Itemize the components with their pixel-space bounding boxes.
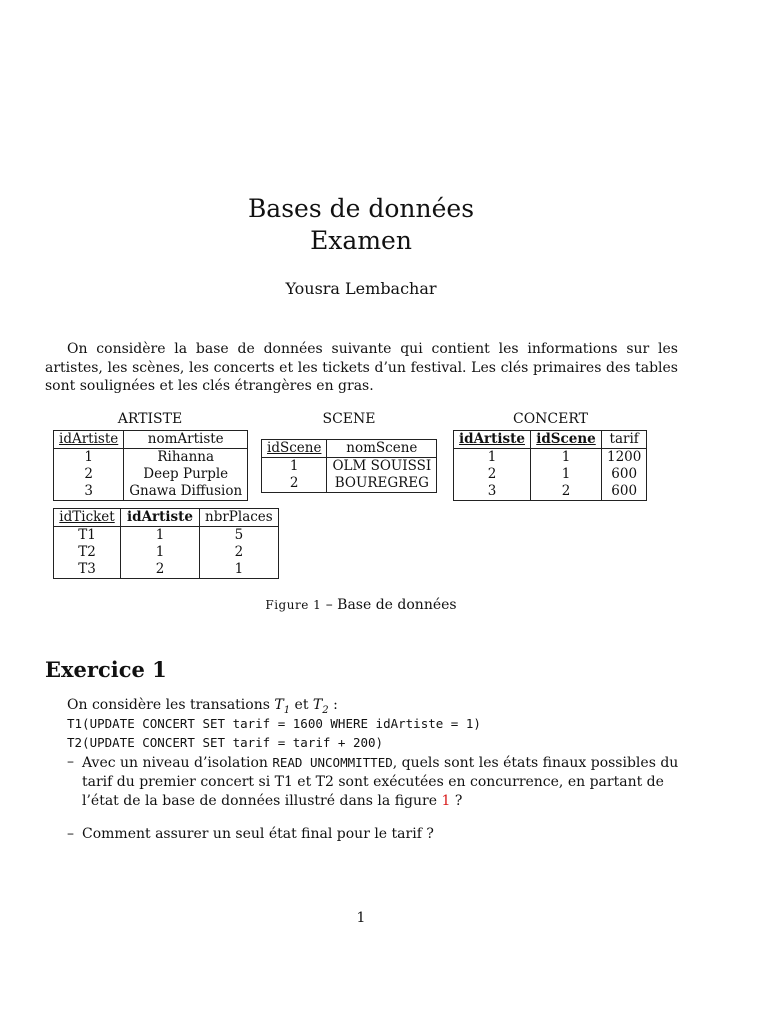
colon: : <box>328 697 338 713</box>
document-subtitle: Examen <box>310 226 412 255</box>
table-cell: 1 <box>454 449 531 467</box>
ticket-header-cell: idTicket <box>54 509 121 527</box>
bullet-text <box>82 753 682 811</box>
table-row <box>54 544 279 561</box>
table-cell: 2 <box>121 561 200 579</box>
table-cell: 2 <box>200 544 279 561</box>
table-cell: OLM SOUISSI <box>327 458 437 476</box>
table-row <box>262 458 437 476</box>
intro-prefix: On considère les transations <box>67 697 275 713</box>
table-cell: BOUREGREG <box>327 475 437 493</box>
intro-text: On considère la base de données suivante qui contient les informations sur les artistes, les scènes, les concerts et les tickets d’un festival. Les clés primaires des tables sont soulignées et les clés étrangères en gras. <box>45 341 678 394</box>
t1-subscript: 1 <box>283 704 291 716</box>
list-item <box>67 753 682 811</box>
scene-header-cell: idScene <box>262 440 327 458</box>
concert-caption: CONCERT <box>512 411 588 427</box>
table-row <box>54 449 248 467</box>
isolation-level-code: READ UNCOMMITTED <box>272 755 393 770</box>
transaction-t1 <box>274 697 291 716</box>
table-cell: Rihanna <box>124 449 248 467</box>
table-cell: 2 <box>54 466 124 483</box>
transaction-t2 <box>312 697 329 716</box>
table-row <box>262 475 437 493</box>
table-row <box>54 527 279 545</box>
section-heading: Exercice 1 <box>45 657 167 682</box>
table-cell: 3 <box>54 483 124 501</box>
figure-caption <box>0 597 722 613</box>
table-row <box>54 466 248 483</box>
table-row <box>454 466 647 483</box>
and-word: et <box>290 697 313 713</box>
scene-caption: SCENE <box>322 411 376 427</box>
list-item <box>67 825 682 844</box>
table-cell: T1 <box>54 527 121 545</box>
concert-header-cell: idArtiste <box>454 431 531 449</box>
table-cell: 1 <box>121 527 200 545</box>
bullet-dash: – <box>67 826 74 842</box>
table-cell: Deep Purple <box>124 466 248 483</box>
table-cell: 600 <box>602 483 647 501</box>
table-cell: 5 <box>200 527 279 545</box>
t2-subscript: 2 <box>322 704 329 716</box>
ticket-header-cell: idArtiste <box>121 509 200 527</box>
table-cell: T3 <box>54 561 121 579</box>
table-cell: 1 <box>531 466 602 483</box>
concert-header-cell: tarif <box>602 431 647 449</box>
t1-letter: T <box>274 697 284 713</box>
table-row <box>54 483 248 501</box>
bullet1-part2: , quels sont les états finaux possibles du tarif du premier concert si T1 et T2 sont exécutées en concurrence, en partant de l’état de la base de données illustré dans la figure <box>82 755 679 809</box>
exercise-intro <box>67 697 338 716</box>
author-name: Yousra Lembachar <box>285 279 437 298</box>
table-cell: 1 <box>121 544 200 561</box>
table-cell: 1 <box>200 561 279 579</box>
table-cell: T2 <box>54 544 121 561</box>
artiste-caption: ARTISTE <box>117 411 183 427</box>
page-number: 1 <box>356 910 366 926</box>
figure-label: Figure 1 <box>265 598 322 612</box>
table-cell: 1 <box>531 449 602 467</box>
document-title: Bases de données <box>247 194 475 223</box>
artiste-header-cell: idArtiste <box>54 431 124 449</box>
table-cell: 1200 <box>602 449 647 467</box>
ticket-header-cell: nbrPlaces <box>200 509 279 527</box>
concert-table <box>453 430 647 501</box>
table-cell: Gnawa Diffusion <box>124 483 248 501</box>
figure-reference-link[interactable]: 1 <box>441 793 451 809</box>
bullet-text: Comment assurer un seul état final pour le tarif ? <box>82 826 434 842</box>
table-cell: 2 <box>531 483 602 501</box>
table-row <box>54 561 279 579</box>
table-cell: 600 <box>602 466 647 483</box>
figure-caption-text: – Base de données <box>321 597 457 613</box>
artiste-header-cell: nomArtiste <box>124 431 248 449</box>
table-cell: 1 <box>54 449 124 467</box>
table-cell: 1 <box>262 458 327 476</box>
code-line-t1: T1(UPDATE CONCERT SET tarif = 1600 WHERE idArtiste = 1) <box>67 716 481 731</box>
t2-letter: T <box>312 697 323 713</box>
concert-header-cell: idScene <box>531 431 602 449</box>
table-row <box>454 483 647 501</box>
bullet1-end: ? <box>450 793 463 809</box>
code-line-t2: T2(UPDATE CONCERT SET tarif = tarif + 200) <box>67 735 384 750</box>
bullet1-part1: Avec un niveau d’isolation <box>82 755 273 771</box>
table-cell: 2 <box>454 466 531 483</box>
artiste-table <box>53 430 248 501</box>
table-cell: 3 <box>454 483 531 501</box>
ticket-table <box>53 508 279 579</box>
bullet-dash: – <box>67 754 74 770</box>
table-cell: 2 <box>262 475 327 493</box>
table-row <box>454 449 647 467</box>
intro-paragraph <box>45 340 678 396</box>
scene-table <box>261 439 437 493</box>
scene-header-cell: nomScene <box>327 440 437 458</box>
